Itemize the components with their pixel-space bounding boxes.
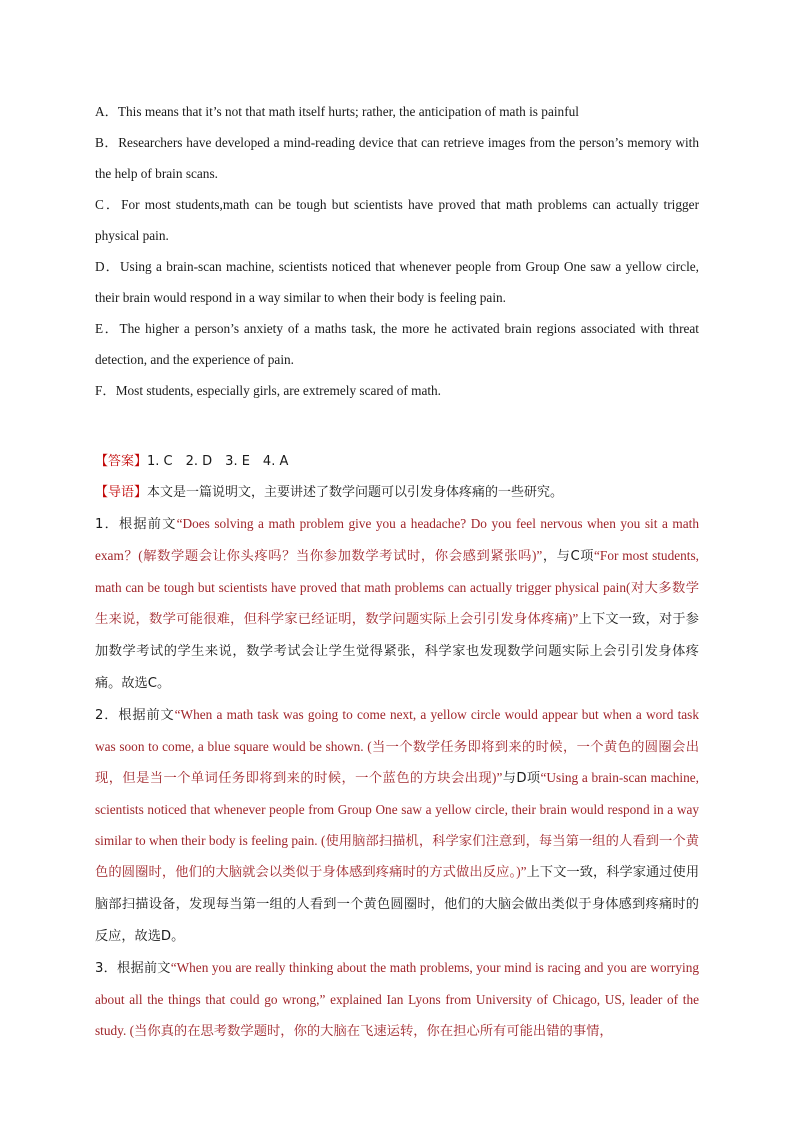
option-text: Researchers have developed a mind-reading device that can retrieve images from the person’s memory with the help of brain scans. (95, 135, 700, 181)
option-letter: D． (95, 259, 120, 274)
option-letter: B． (95, 135, 119, 150)
explanation-prefix: 2．根据前文 (95, 708, 175, 723)
option-letter: C． (95, 197, 122, 212)
answer-tag: 【答案】 (95, 454, 148, 469)
guide-text: 本文是一篇说明文，主要讲述了数学问题可以引发身体疼痛的一些研究。 (147, 485, 564, 500)
explanation-1 (95, 508, 699, 699)
option-letter: E． (95, 321, 120, 336)
explanation-prefix: 1．根据前文 (95, 517, 177, 532)
quoted-option: “For most students, math can be tough but scientists have proved that math problems can actually trigger physical pain(对大多数学生来说，数学可能很难，但科学家已经证明，数学问题实际上会引引发身体疼痛)” (95, 548, 699, 626)
option-text: Using a brain-scan machine, scientists noticed that whenever people from Group One saw a yellow circle, their brain would respond in a way similar to when their body is feeling pain. (95, 259, 699, 305)
option-letter: A． (95, 104, 118, 119)
option-d (95, 251, 699, 313)
quoted-passage: “When a math task was going to come next, a yellow circle would appear but when a word task was soon to come, a blue square would be shown. (当一个数学任务即将到来的时候，一个黄色的圆圈会出现，但是当一个单词任务即将到来的时候，一个蓝色的方块会出现)” (95, 707, 699, 785)
explanation-2 (95, 699, 699, 952)
option-f (95, 375, 699, 406)
document-page (95, 96, 699, 1046)
option-b (95, 127, 699, 189)
explanation-text: 上下文一致，对于参加数学考试的学生来说，数学考试会让学生觉得紧张，科学家也发现数学问题实际上会引引发身体疼痛。故选C。 (95, 612, 699, 691)
section-gap (95, 406, 699, 446)
option-a (95, 96, 699, 127)
quoted-passage: “Does solving a math problem give you a headache? Do you feel nervous when you sit a math exam？(解数学题会让你头疼吗？当你参加数学考试时，你会感到紧张吗)” (95, 516, 699, 563)
guide-tag: 【导语】 (95, 485, 148, 500)
option-text: The higher a person’s anxiety of a maths task, the more he activated brain regions associated with threat detection, and the experience of pain. (95, 321, 699, 367)
option-text: Most students, especially girls, are extremely scared of math. (115, 383, 442, 398)
answer-text: 1. C 2. D 3. E 4. A (147, 454, 289, 469)
option-c (95, 189, 699, 251)
answer-line (95, 446, 699, 477)
option-text: For most students,math can be tough but scientists have proved that math problems can actually trigger physical pain. (95, 197, 699, 243)
explanation-prefix: 3．根据前文 (95, 961, 171, 976)
option-e (95, 313, 699, 375)
option-letter: F． (95, 383, 116, 398)
quoted-passage: “When you are really thinking about the math problems, your mind is racing and you are worrying about all the things that could go wrong,” explained Ian Lyons from University of Chicago, US, leader of the study. (当你真的在思考数学题时，你的大脑在飞速运转，你在担心所有可能出错的事情， (95, 960, 700, 1038)
options-list (95, 96, 699, 406)
explanation-text: 上下文一致，科学家通过使用脑部扫描设备，发现每当第一组的人看到一个黄色圆圈时，他们的大脑会做出类似于身体感到疼痛时的反应，故选D。 (95, 865, 700, 944)
explanation-text: ，与C项 (542, 549, 595, 564)
explanation-3 (95, 952, 699, 1046)
quoted-option: “Using a brain-scan machine, scientists noticed that whenever people from Group One saw a yellow circle, their brain would respond in a way similar to when their body is feeling pain. (使用脑部扫描机，科学家们注意到，每当第一组的人看到一个黄色的圆圈时，他们的大脑就会以类似于身体感到疼痛时的方式做出反应。)” (95, 770, 699, 879)
option-text: This means that it’s not that math itself hurts; rather, the anticipation of math is painful (117, 104, 579, 119)
guide-line (95, 477, 699, 508)
explanation-text: 与D项 (502, 771, 541, 786)
